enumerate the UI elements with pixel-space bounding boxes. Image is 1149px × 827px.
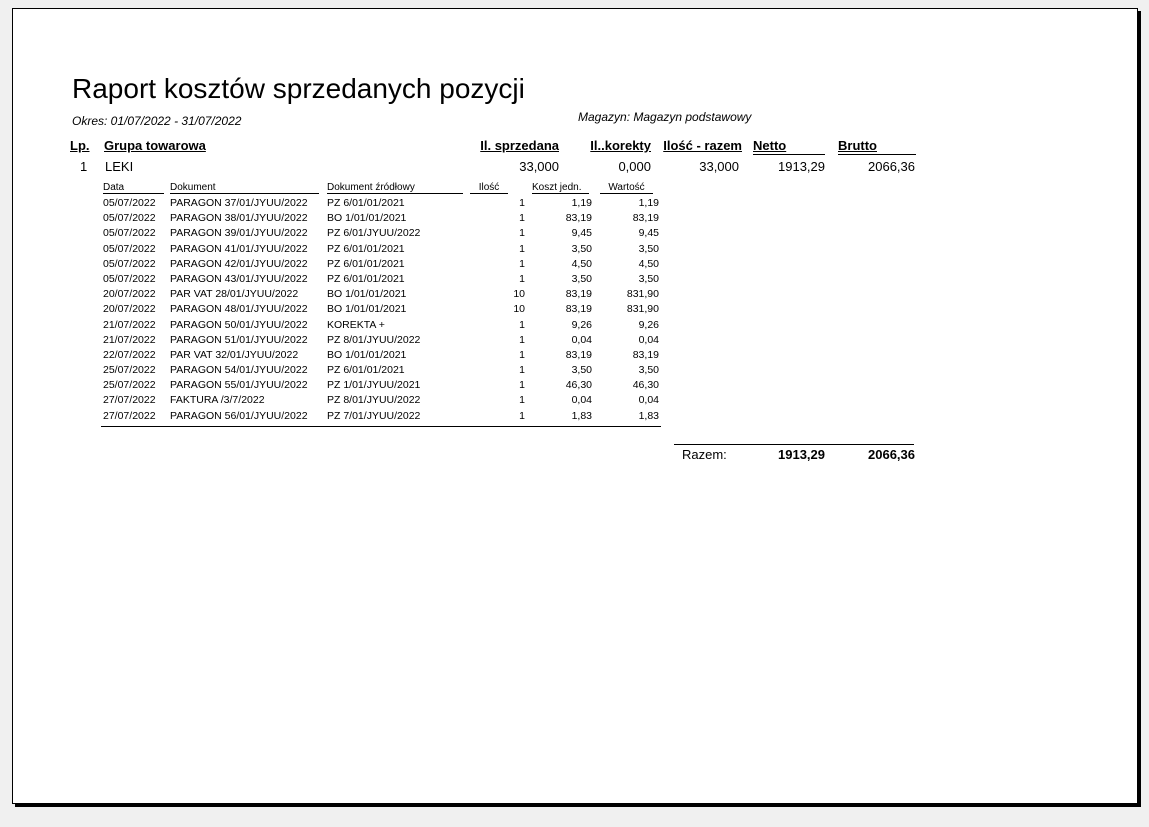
header-lp: Lp. — [70, 138, 90, 153]
row-wartosc: 3,50 — [638, 364, 659, 377]
row-ilosc: 1 — [519, 242, 525, 255]
row-data: 05/07/2022 — [103, 242, 156, 255]
row-koszt: 0,04 — [571, 333, 592, 346]
detail-header-ilosc — [470, 182, 508, 194]
row-wartosc: 83,19 — [632, 212, 659, 225]
row-data: 20/07/2022 — [103, 303, 156, 316]
detail-header-wartosc — [600, 182, 653, 194]
detail-header-zrodlowy — [327, 182, 463, 194]
row-ilosc: 1 — [519, 394, 525, 407]
row-dokument: PARAGON 54/01/JYUU/2022 — [170, 364, 308, 377]
row-dokument: FAKTURA /3/7/2022 — [170, 394, 265, 407]
group-lp: 1 — [80, 159, 88, 174]
row-koszt: 9,26 — [571, 318, 592, 331]
row-dokument: PAR VAT 32/01/JYUU/2022 — [170, 348, 299, 361]
totals-label: Razem: — [682, 447, 727, 462]
header-razem: Ilość - razem — [663, 138, 742, 153]
table-row — [103, 196, 663, 211]
detail-rows-divider — [101, 426, 661, 427]
header-sprzedana: Il. sprzedana — [480, 138, 559, 153]
row-zrodlowy: KOREKTA + — [327, 318, 385, 331]
row-dokument: PARAGON 39/01/JYUU/2022 — [170, 227, 308, 240]
row-koszt: 83,19 — [565, 288, 592, 301]
row-ilosc: 1 — [519, 212, 525, 225]
table-row — [103, 287, 663, 302]
row-dokument: PAR VAT 28/01/JYUU/2022 — [170, 288, 299, 301]
detail-rows — [103, 196, 663, 424]
row-koszt: 1,83 — [571, 409, 592, 422]
row-zrodlowy: PZ 8/01/JYUU/2022 — [327, 333, 421, 346]
totals-divider — [674, 444, 914, 445]
row-wartosc: 9,26 — [638, 318, 659, 331]
group-brutto: 2066,36 — [868, 159, 915, 174]
row-ilosc: 10 — [513, 288, 525, 301]
detail-header-koszt-label: Koszt jedn. — [532, 182, 589, 194]
row-data: 05/07/2022 — [103, 257, 156, 270]
table-row — [103, 393, 663, 408]
row-ilosc: 1 — [519, 348, 525, 361]
row-data: 20/07/2022 — [103, 288, 156, 301]
group-name: LEKI — [105, 159, 134, 174]
row-wartosc: 46,30 — [632, 379, 659, 392]
row-dokument: PARAGON 55/01/JYUU/2022 — [170, 379, 308, 392]
row-dokument: PARAGON 42/01/JYUU/2022 — [170, 257, 308, 270]
table-row — [103, 211, 663, 226]
row-ilosc: 10 — [513, 303, 525, 316]
row-zrodlowy: PZ 7/01/JYUU/2022 — [327, 409, 421, 422]
row-ilosc: 1 — [519, 379, 525, 392]
group-korekty: 0,000 — [618, 159, 651, 174]
row-koszt: 3,50 — [571, 242, 592, 255]
row-zrodlowy: PZ 1/01/JYUU/2021 — [327, 379, 421, 392]
row-koszt: 4,50 — [571, 257, 592, 270]
row-ilosc: 1 — [519, 272, 525, 285]
row-data: 21/07/2022 — [103, 318, 156, 331]
row-wartosc: 3,50 — [638, 272, 659, 285]
table-row — [103, 318, 663, 333]
row-zrodlowy: PZ 6/01/01/2021 — [327, 272, 405, 285]
row-wartosc: 9,45 — [638, 227, 659, 240]
report-page — [12, 8, 1138, 804]
detail-header-koszt — [532, 182, 589, 194]
table-row — [103, 272, 663, 287]
row-wartosc: 3,50 — [638, 242, 659, 255]
table-row — [103, 363, 663, 378]
table-row — [103, 348, 663, 363]
row-data: 25/07/2022 — [103, 364, 156, 377]
table-row — [103, 257, 663, 272]
row-zrodlowy: PZ 6/01/01/2021 — [327, 364, 405, 377]
row-data: 27/07/2022 — [103, 394, 156, 407]
row-ilosc: 1 — [519, 257, 525, 270]
detail-header-data-label: Data — [103, 182, 164, 194]
totals-netto: 1913,29 — [778, 447, 825, 462]
detail-header-wartosc-label: Wartość — [600, 182, 653, 194]
row-koszt: 1,19 — [571, 197, 592, 209]
report-period: Okres: 01/07/2022 - 31/07/2022 — [72, 114, 242, 128]
row-koszt: 83,19 — [565, 303, 592, 316]
report-title: Raport kosztów sprzedanych pozycji — [72, 73, 525, 104]
row-dokument: PARAGON 48/01/JYUU/2022 — [170, 303, 308, 316]
row-dokument: PARAGON 38/01/JYUU/2022 — [170, 212, 308, 225]
row-dokument: PARAGON 43/01/JYUU/2022 — [170, 272, 308, 285]
row-dokument: PARAGON 50/01/JYUU/2022 — [170, 318, 308, 331]
row-koszt: 3,50 — [571, 364, 592, 377]
report-warehouse: Magazyn: Magazyn podstawowy — [578, 110, 752, 124]
header-netto — [753, 138, 825, 155]
detail-header-data — [103, 182, 164, 194]
row-wartosc: 1,83 — [638, 409, 659, 422]
row-zrodlowy: BO 1/01/01/2021 — [327, 348, 407, 361]
totals-brutto: 2066,36 — [868, 447, 915, 462]
group-razem: 33,000 — [699, 159, 739, 174]
header-brutto — [838, 138, 916, 155]
row-data: 25/07/2022 — [103, 379, 156, 392]
header-brutto-label: Brutto — [838, 138, 877, 153]
group-netto: 1913,29 — [778, 159, 825, 174]
row-data: 05/07/2022 — [103, 272, 156, 285]
row-ilosc: 1 — [519, 409, 525, 422]
detail-header-zrodlowy-label: Dokument źródłowy — [327, 182, 463, 194]
row-zrodlowy: BO 1/01/01/2021 — [327, 212, 407, 225]
table-row — [103, 409, 663, 424]
table-row — [103, 226, 663, 241]
row-koszt: 83,19 — [565, 348, 592, 361]
row-ilosc: 1 — [519, 318, 525, 331]
table-row — [103, 333, 663, 348]
row-koszt: 9,45 — [571, 227, 592, 240]
row-data: 05/07/2022 — [103, 197, 156, 209]
row-zrodlowy: BO 1/01/01/2021 — [327, 288, 407, 301]
row-dokument: PARAGON 51/01/JYUU/2022 — [170, 333, 308, 346]
table-row — [103, 302, 663, 317]
detail-header-dokument — [170, 182, 319, 194]
row-dokument: PARAGON 37/01/JYUU/2022 — [170, 197, 308, 209]
row-koszt: 3,50 — [571, 272, 592, 285]
row-data: 05/07/2022 — [103, 212, 156, 225]
row-wartosc: 1,19 — [638, 197, 659, 209]
row-data: 27/07/2022 — [103, 409, 156, 422]
row-data: 21/07/2022 — [103, 333, 156, 346]
detail-header-dokument-label: Dokument — [170, 182, 319, 194]
header-grupa: Grupa towarowa — [104, 138, 206, 153]
header-korekty: Il..korekty — [590, 138, 651, 153]
table-row — [103, 378, 663, 393]
row-zrodlowy: PZ 6/01/01/2021 — [327, 257, 405, 270]
table-row — [103, 242, 663, 257]
row-koszt: 0,04 — [571, 394, 592, 407]
header-netto-label: Netto — [753, 138, 787, 153]
row-koszt: 83,19 — [565, 212, 592, 225]
row-wartosc: 831,90 — [626, 303, 659, 316]
row-zrodlowy: PZ 6/01/01/2021 — [327, 197, 405, 209]
detail-header-ilosc-label: Ilość — [470, 182, 508, 194]
row-wartosc: 4,50 — [638, 257, 659, 270]
row-data: 22/07/2022 — [103, 348, 156, 361]
row-data: 05/07/2022 — [103, 227, 156, 240]
row-wartosc: 0,04 — [638, 333, 659, 346]
row-zrodlowy: PZ 8/01/JYUU/2022 — [327, 394, 421, 407]
row-wartosc: 0,04 — [638, 394, 659, 407]
row-ilosc: 1 — [519, 364, 525, 377]
row-zrodlowy: PZ 6/01/JYUU/2022 — [327, 227, 421, 240]
row-dokument: PARAGON 56/01/JYUU/2022 — [170, 409, 308, 422]
row-ilosc: 1 — [519, 197, 525, 209]
row-zrodlowy: PZ 6/01/01/2021 — [327, 242, 405, 255]
row-wartosc: 83,19 — [632, 348, 659, 361]
row-wartosc: 831,90 — [626, 288, 659, 301]
row-dokument: PARAGON 41/01/JYUU/2022 — [170, 242, 308, 255]
row-zrodlowy: BO 1/01/01/2021 — [327, 303, 407, 316]
row-ilosc: 1 — [519, 227, 525, 240]
group-sprzedana: 33,000 — [519, 159, 559, 174]
row-ilosc: 1 — [519, 333, 525, 346]
row-koszt: 46,30 — [565, 379, 592, 392]
